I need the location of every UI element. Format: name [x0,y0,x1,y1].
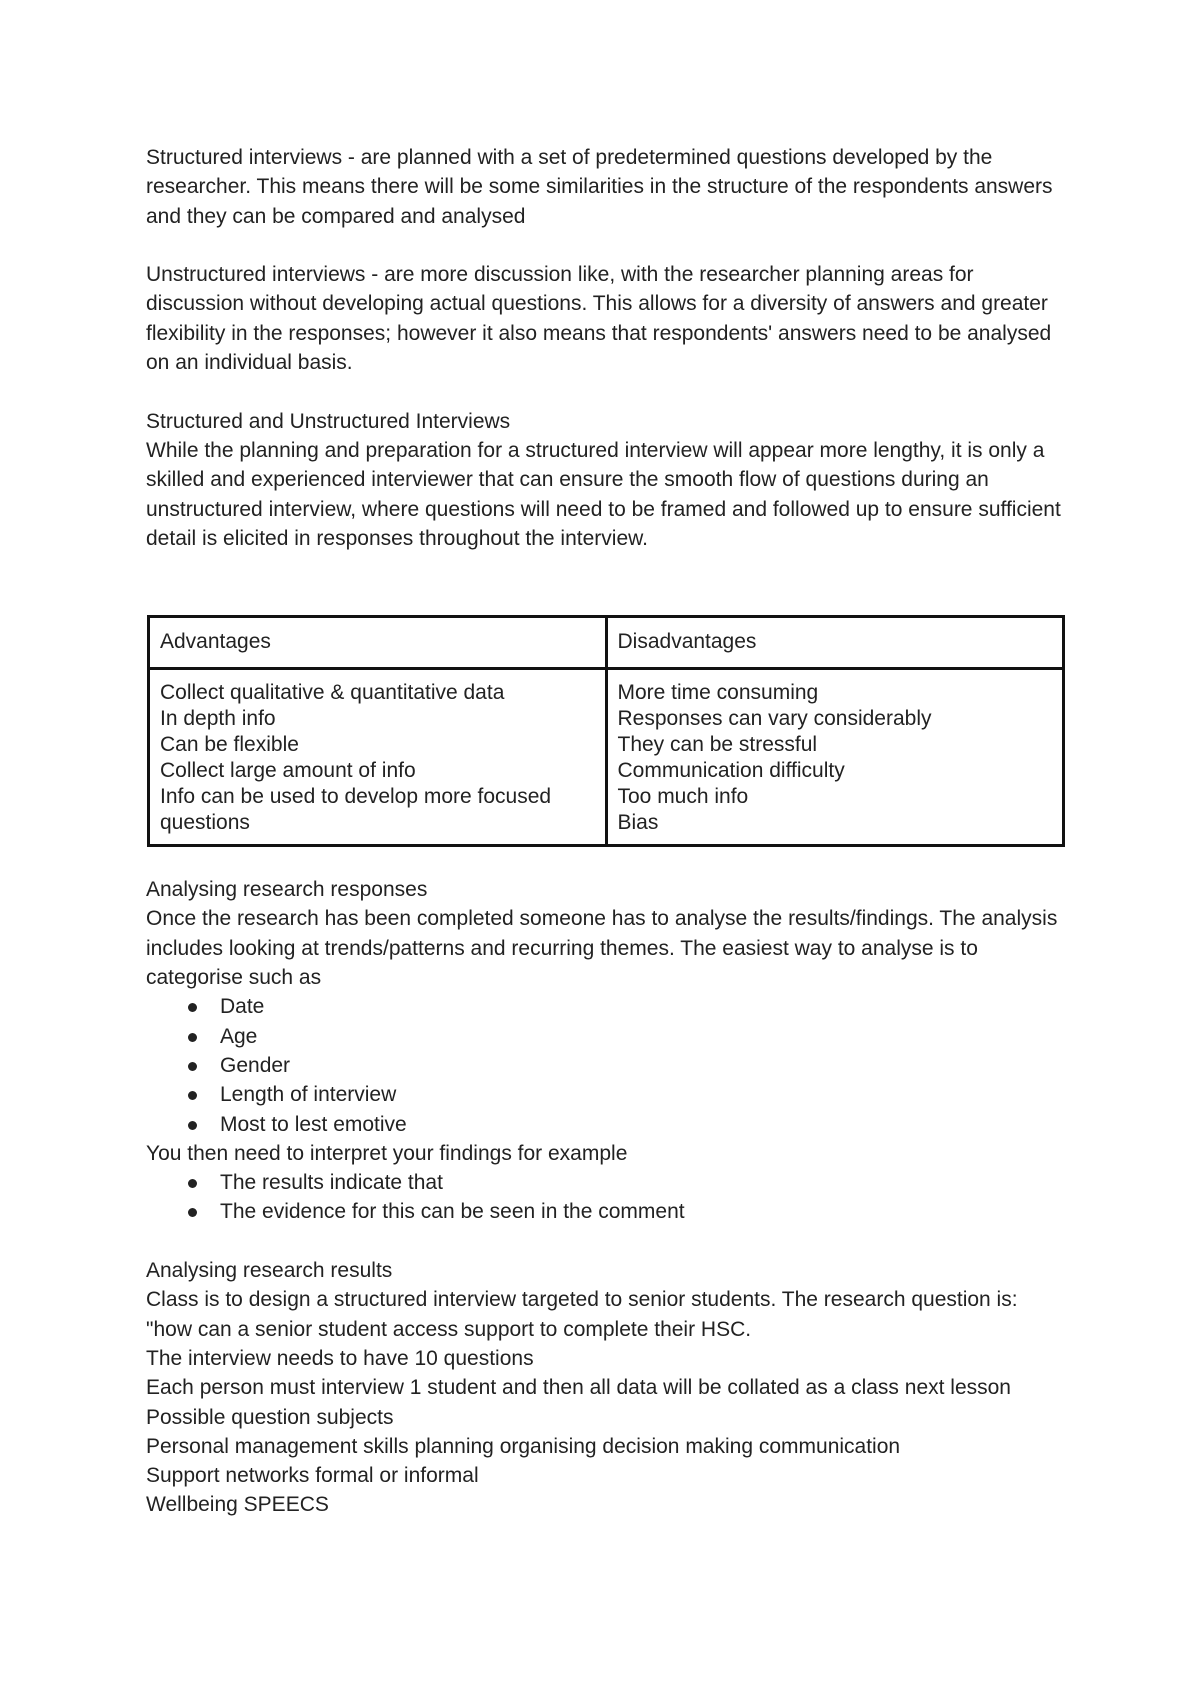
list-item: The evidence for this can be seen in the comment [146,1197,1066,1226]
example-list [146,1168,1066,1227]
analysing-responses-heading: Analysing research responses [146,878,428,902]
document-page [146,143,1066,1520]
list-item: The results indicate that [146,1168,1066,1197]
results-line: Each person must interview 1 student and then all data will be collated as a class next lesson [146,1376,1011,1400]
list-item: Most to lest emotive [146,1110,1066,1139]
advantage-item: Can be flexible [160,733,299,757]
advantage-item: Info can be used to develop more focused questions [160,785,552,835]
disadvantage-item: More time consuming [617,681,819,705]
bullet-icon [188,1121,197,1130]
bullet-icon [188,1091,197,1100]
results-line: The interview needs to have 10 questions [146,1346,534,1370]
bullet-icon [188,1208,197,1217]
analysing-results-heading: Analysing research results [146,1259,393,1283]
advantages-disadvantages-table [147,615,1065,847]
disadvantages-header: Disadvantages [606,617,1064,669]
advantages-cell [149,669,607,846]
disadvantage-item: Responses can vary considerably [617,707,932,731]
disadvantage-item: They can be stressful [617,733,818,757]
disadvantage-item: Communication difficulty [617,759,845,783]
list-item: Gender [146,1051,1066,1080]
bullet-icon [188,1179,197,1188]
both-interviews-heading: Structured and Unstructured Interviews [146,409,511,433]
table-header-row [149,617,1064,669]
bullet-icon [188,1003,197,1012]
structured-interviews-paragraph: Structured interviews - are planned with a set of predetermined questions developed by the researcher. This means there will be some similarities in the structure of the respondents answers and they can be compared and analysed [146,146,1053,228]
list-item: Age [146,1022,1066,1051]
results-line: Class is to design a structured interview targeted to senior students. The research question is: "how can a senior student access support to complete their HSC. [146,1288,1018,1341]
bullet-icon [188,1062,197,1071]
advantage-item: In depth info [160,707,276,731]
advantage-item: Collect qualitative & quantitative data [160,681,505,705]
results-line: Support networks formal or informal [146,1464,479,1488]
list-item: Length of interview [146,1080,1066,1109]
table-body-row [149,669,1064,846]
results-line: Possible question subjects [146,1405,394,1429]
disadvantages-cell [606,669,1064,846]
advantage-item: Collect large amount of info [160,759,416,783]
bullet-icon [188,1033,197,1042]
interpret-findings-text: You then need to interpret your findings for example [146,1141,628,1165]
disadvantage-item: Bias [617,811,659,835]
list-item: Date [146,992,1066,1021]
results-line: Personal management skills planning organising decision making communication [146,1434,901,1458]
advantages-header: Advantages [149,617,607,669]
category-list [146,992,1066,1138]
results-line: Wellbeing SPEECS [146,1493,329,1517]
disadvantage-item: Too much info [617,785,749,809]
unstructured-interviews-paragraph: Unstructured interviews - are more discussion like, with the researcher planning areas for discussion without developing actual questions. This allows for a diversity of answers and greater flexibility in the responses; however it also means that respondents' answers need to be analysed on an individual basis. [146,263,1052,375]
both-interviews-paragraph: While the planning and preparation for a structured interview will appear more lengthy, it is only a skilled and experienced interviewer that can ensure the smooth flow of questions during an unstructured interview, where questions will need to be framed and followed up to ensure sufficient detail is elicited in responses throughout the interview. [146,438,1061,550]
analysing-responses-paragraph: Once the research has been completed someone has to analyse the results/findings. The analysis includes looking at trends/patterns and recurring themes. The easiest way to analyse is to categorise such as [146,907,1058,990]
